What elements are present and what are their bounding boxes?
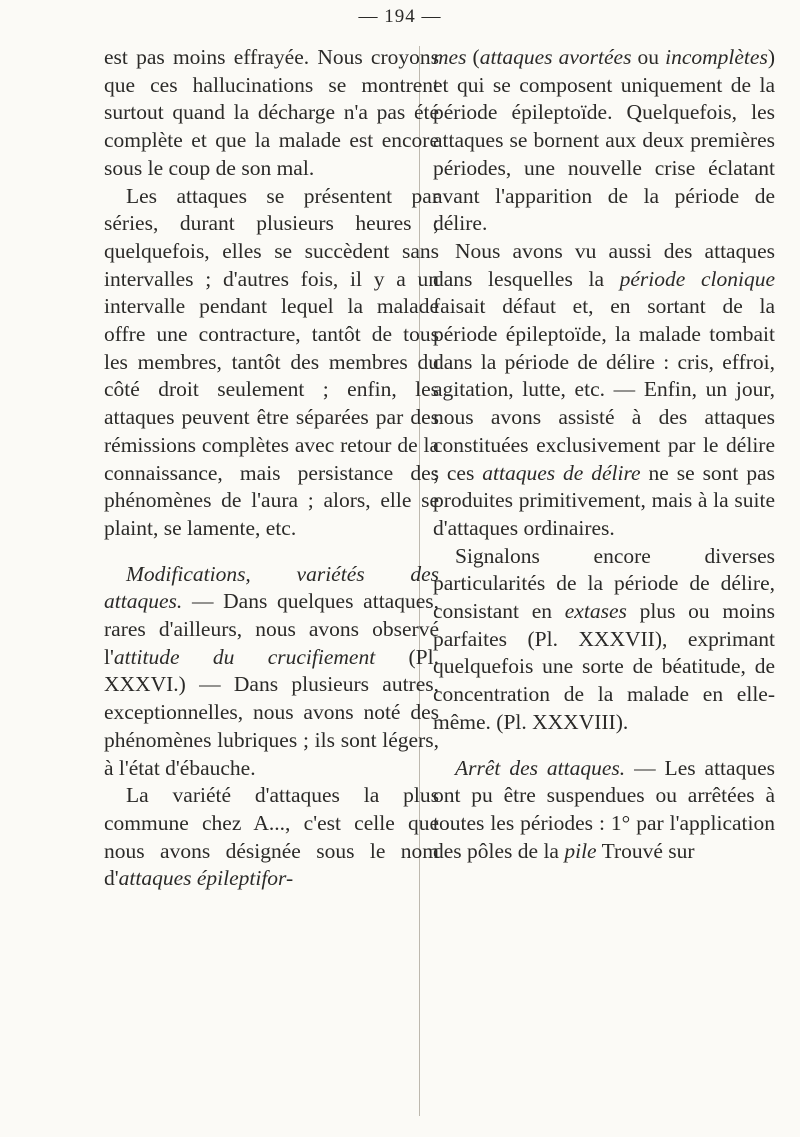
paragraph: est pas moins effrayée. Nous croyons que ces hallucinations se montrent surtout quand la décharge n'a pas été complète et que la malade est encore sous le coup de son mal. bbox=[104, 45, 439, 180]
paragraph: Les attaques se présentent par séries, durant plusieurs heures ; quelquefois, elles se succèdent sans intervalles ; d'autres fois, il y a un intervalle pendant lequel la malade offre une contracture, tantôt de tous les membres, tantôt des membres du côté droit seulement ; enfin, les attaques peuvent être séparées par des rémissions complètes avec retour de la connaissance, mais persistance des phénomènes de l'aura ; alors, elle se plaint, se lamente, etc. bbox=[104, 183, 439, 540]
text-run: (Pl. XXXVI.) — Dans plusieurs autres, exceptionnelles, nous avons noté des phénomènes lubriques ; ils sont légers, à l'état d'ébauche. bbox=[104, 644, 439, 780]
paragraph bbox=[104, 561, 439, 783]
text-run: La variété d'attaques la plus commune chez A..., c'est celle que nous avons désignée sous le nom d' bbox=[104, 783, 439, 891]
paragraph bbox=[104, 782, 439, 893]
italic-run: attitude du crucifiement bbox=[113, 644, 376, 669]
page-number: — 194 — bbox=[358, 6, 442, 27]
italic-run: extases bbox=[564, 599, 627, 624]
italic-run: incomplètes bbox=[665, 45, 768, 69]
text-run: ne se sont pas produites primitivement, mais à la suite d'attaques ordinaires. bbox=[433, 460, 775, 540]
text-run: plus ou moins parfaites (Pl. XXXVII), exprimant quelquefois une sorte de béatitude, de concentration de la malade en elle-même. (Pl. XXXVIII). bbox=[433, 599, 775, 734]
text-run: ( bbox=[466, 45, 480, 69]
paragraph bbox=[433, 543, 775, 737]
italic-run: attaques avortées bbox=[479, 45, 632, 69]
text-run: Signalons encore diverses particularités de la période de délire, consistant en bbox=[433, 543, 775, 624]
text-run: faisait défaut et, en sortant de la période épileptoïde, la malade tombait dans la période de délire : cris, effroi, agitation, lutte, etc. — Enfin, un jour, nous avons assisté à des attaques constituées exclusivement par le délire ; ces bbox=[433, 294, 775, 485]
left-column bbox=[104, 44, 439, 893]
text-run: ) et qui se composent uniquement de la période épileptoïde. Quelquefois, les attaques se bornent aux deux premières périodes, une nouvelle crise éclatant avant l'apparition de la période de délire. bbox=[433, 45, 775, 236]
italic-run: mes bbox=[433, 45, 467, 69]
text-run: Trouvé sur bbox=[596, 838, 695, 863]
italic-run: attaques épileptifor- bbox=[118, 866, 294, 891]
right-column bbox=[433, 44, 775, 865]
text-run: ou bbox=[631, 45, 666, 69]
paragraph bbox=[433, 238, 775, 543]
italic-run: période clonique bbox=[619, 266, 775, 291]
text-run: Nous avons vu aussi des attaques dans lesquelles la bbox=[433, 238, 775, 291]
section-heading: Arrêt des attaques. bbox=[455, 755, 626, 780]
paragraph bbox=[433, 44, 775, 238]
text-run: — Les attaques ont pu être suspendues ou arrêtées à toutes les périodes : 1° par l'application des pôles de la bbox=[433, 755, 775, 863]
italic-run: attaques de délire bbox=[482, 460, 641, 485]
paragraph bbox=[433, 755, 775, 866]
italic-run: pile bbox=[564, 838, 597, 863]
section-heading: Modifications, variétés des attaques. bbox=[104, 561, 439, 614]
text-run: — Dans quelques attaques, rares d'ailleurs, nous avons observé l' bbox=[104, 589, 439, 669]
